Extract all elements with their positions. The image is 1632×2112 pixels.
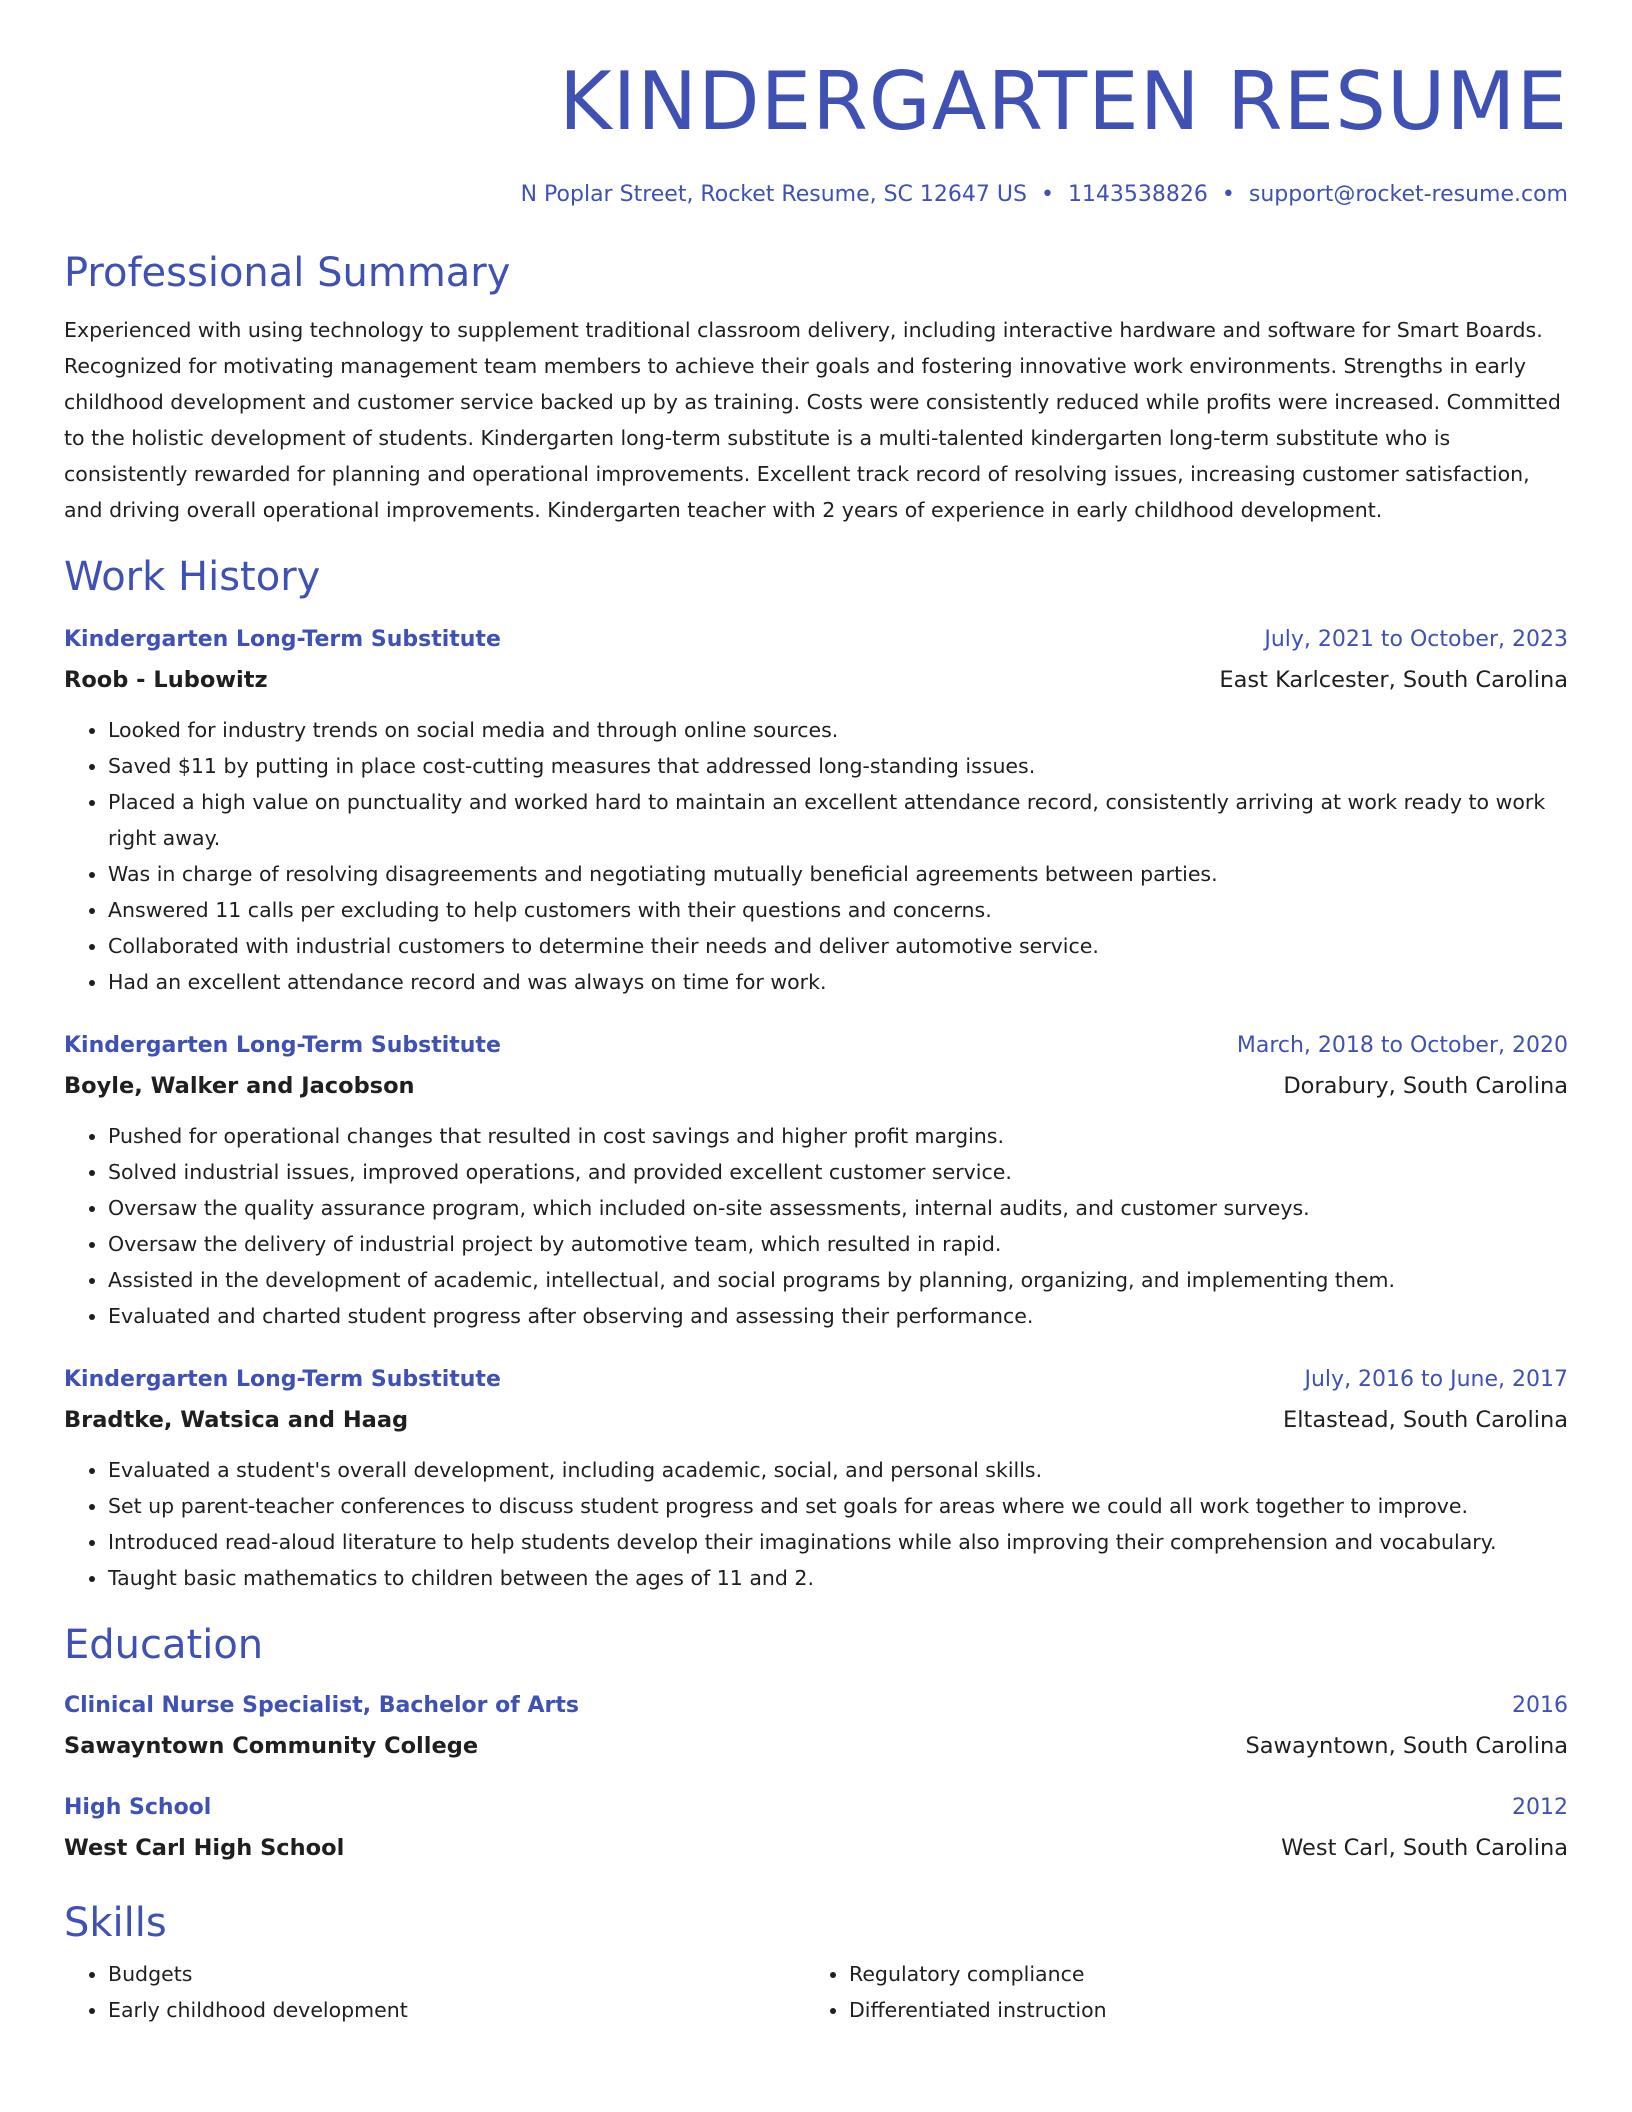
skill-item: • Differentiated instruction [849, 1992, 1546, 2028]
education-year: 2016 [1512, 1693, 1568, 1718]
job-entry [64, 1026, 1568, 1334]
education-degree: Clinical Nurse Specialist, Bachelor of Arts [64, 1693, 580, 1718]
job-bullet: • Set up parent-teacher conferences to discuss student progress and set goals for areas where we could all work together to improve. [108, 1488, 1568, 1524]
job-company: Bradtke, Watsica and Haag [64, 1407, 409, 1433]
job-bullet: • Placed a high value on punctuality and worked hard to maintain an excellent attendance record, consistently arriving at work ready to work right away. [108, 784, 1568, 856]
skills-heading: Skills [64, 1900, 167, 1946]
contact-separator: • [1221, 182, 1235, 207]
job-company-row [64, 660, 1568, 700]
job-bullets [64, 1118, 1568, 1334]
job-bullets [64, 712, 1568, 1000]
job-bullet: • Answered 11 calls per excluding to help customers with their questions and concerns. [108, 892, 1568, 928]
skill-item: • Regulatory compliance [849, 1956, 1546, 1992]
job-entry [64, 620, 1568, 1000]
job-company-row [64, 1066, 1568, 1106]
job-header-row [64, 1026, 1568, 1066]
job-company-row [64, 1400, 1568, 1440]
job-bullet: • Oversaw the quality assurance program, which included on-site assessments, internal audits, and customer surveys. [108, 1190, 1568, 1226]
education-heading: Education [64, 1622, 264, 1668]
education-entry [64, 1788, 1568, 1868]
job-header-row [64, 1360, 1568, 1400]
education-school-row [64, 1726, 1568, 1766]
contact-email: support@rocket-resume.com [1248, 182, 1568, 207]
summary-text: Experienced with using technology to supplement traditional classroom delivery, including interactive hardware and software for Smart Boards. Recognized for motivating management team members to achieve their goals and fostering innovative work environments. Strengths in early childhood development and customer service backed up by as training. Costs were consistently reduced while profits were increased. Committed to the holistic development of students. Kindergarten long-term substitute is a multi-talented kindergarten long-term substitute who is consistently rewarded for planning and operational improvements. Excellent track record of resolving issues, increasing customer satisfaction, and driving overall operational improvements. Kindergarten teacher with 2 years of experience in early childhood development. [64, 318, 1561, 522]
job-entry [64, 1360, 1568, 1596]
job-bullet: • Pushed for operational changes that resulted in cost savings and higher profit margins. [108, 1118, 1568, 1154]
job-dates: July, 2016 to June, 2017 [1304, 1367, 1568, 1392]
education-degree: High School [64, 1795, 212, 1820]
education-location: West Carl, South Carolina [1281, 1835, 1568, 1861]
job-bullet: • Looked for industry trends on social media and through online sources. [108, 712, 1568, 748]
job-bullet: • Introduced read-aloud literature to help students develop their imaginations while also improving their comprehension and vocabulary. [108, 1524, 1568, 1560]
job-header-row [64, 620, 1568, 660]
education-location: Sawayntown, South Carolina [1245, 1733, 1568, 1759]
education-entry [64, 1686, 1568, 1766]
job-bullet: • Was in charge of resolving disagreements and negotiating mutually beneficial agreements between parties. [108, 856, 1568, 892]
job-bullet: • Oversaw the delivery of industrial project by automotive team, which resulted in rapid. [108, 1226, 1568, 1262]
job-bullet: • Saved $11 by putting in place cost-cutting measures that addressed long-standing issues. [108, 748, 1568, 784]
skill-item: • Budgets [108, 1956, 805, 1992]
education-header-row [64, 1686, 1568, 1726]
job-bullet: • Evaluated and charted student progress after observing and assessing their performance. [108, 1298, 1568, 1334]
work-history-heading: Work History [64, 554, 321, 600]
education-header-row [64, 1788, 1568, 1828]
job-bullet: • Evaluated a student's overall development, including academic, social, and personal skills. [108, 1452, 1568, 1488]
job-title: Kindergarten Long-Term Substitute [64, 627, 501, 652]
resume-name: KINDERGARTEN RESUME [559, 55, 1568, 148]
job-location: East Karlcester, South Carolina [1219, 667, 1568, 693]
summary-heading: Professional Summary [64, 250, 511, 296]
job-company: Boyle, Walker and Jacobson [64, 1073, 415, 1099]
job-location: Dorabury, South Carolina [1283, 1073, 1568, 1099]
education-year: 2012 [1512, 1795, 1568, 1820]
skills-list [64, 1956, 1568, 2028]
job-bullets [64, 1452, 1568, 1596]
job-dates: March, 2018 to October, 2020 [1236, 1033, 1568, 1058]
job-title: Kindergarten Long-Term Substitute [64, 1033, 501, 1058]
job-title: Kindergarten Long-Term Substitute [64, 1367, 501, 1392]
contact-address: N Poplar Street, Rocket Resume, SC 12647 US [520, 182, 1027, 207]
contact-separator: • [1040, 182, 1054, 207]
job-dates: July, 2021 to October, 2023 [1264, 627, 1568, 652]
job-bullet: • Collaborated with industrial customers to determine their needs and deliver automotive service. [108, 928, 1568, 964]
contact-phone: 1143538826 [1067, 182, 1208, 207]
skill-item: • Early childhood development [108, 1992, 805, 2028]
job-bullet: • Had an excellent attendance record and was always on time for work. [108, 964, 1568, 1000]
education-school-row [64, 1828, 1568, 1868]
job-bullet: • Solved industrial issues, improved operations, and provided excellent customer service. [108, 1154, 1568, 1190]
job-bullet: • Taught basic mathematics to children between the ages of 11 and 2. [108, 1560, 1568, 1596]
education-school: Sawayntown Community College [64, 1733, 479, 1759]
skills-column-left [64, 1956, 805, 2028]
contact-line [64, 180, 1568, 210]
job-bullet: • Assisted in the development of academic, intellectual, and social programs by planning, organizing, and implementing them. [108, 1262, 1568, 1298]
job-company: Roob - Lubowitz [64, 667, 268, 693]
resume-header [64, 0, 1568, 210]
education-school: West Carl High School [64, 1835, 345, 1861]
skills-column-right [805, 1956, 1546, 2028]
job-location: Eltastead, South Carolina [1283, 1407, 1568, 1433]
